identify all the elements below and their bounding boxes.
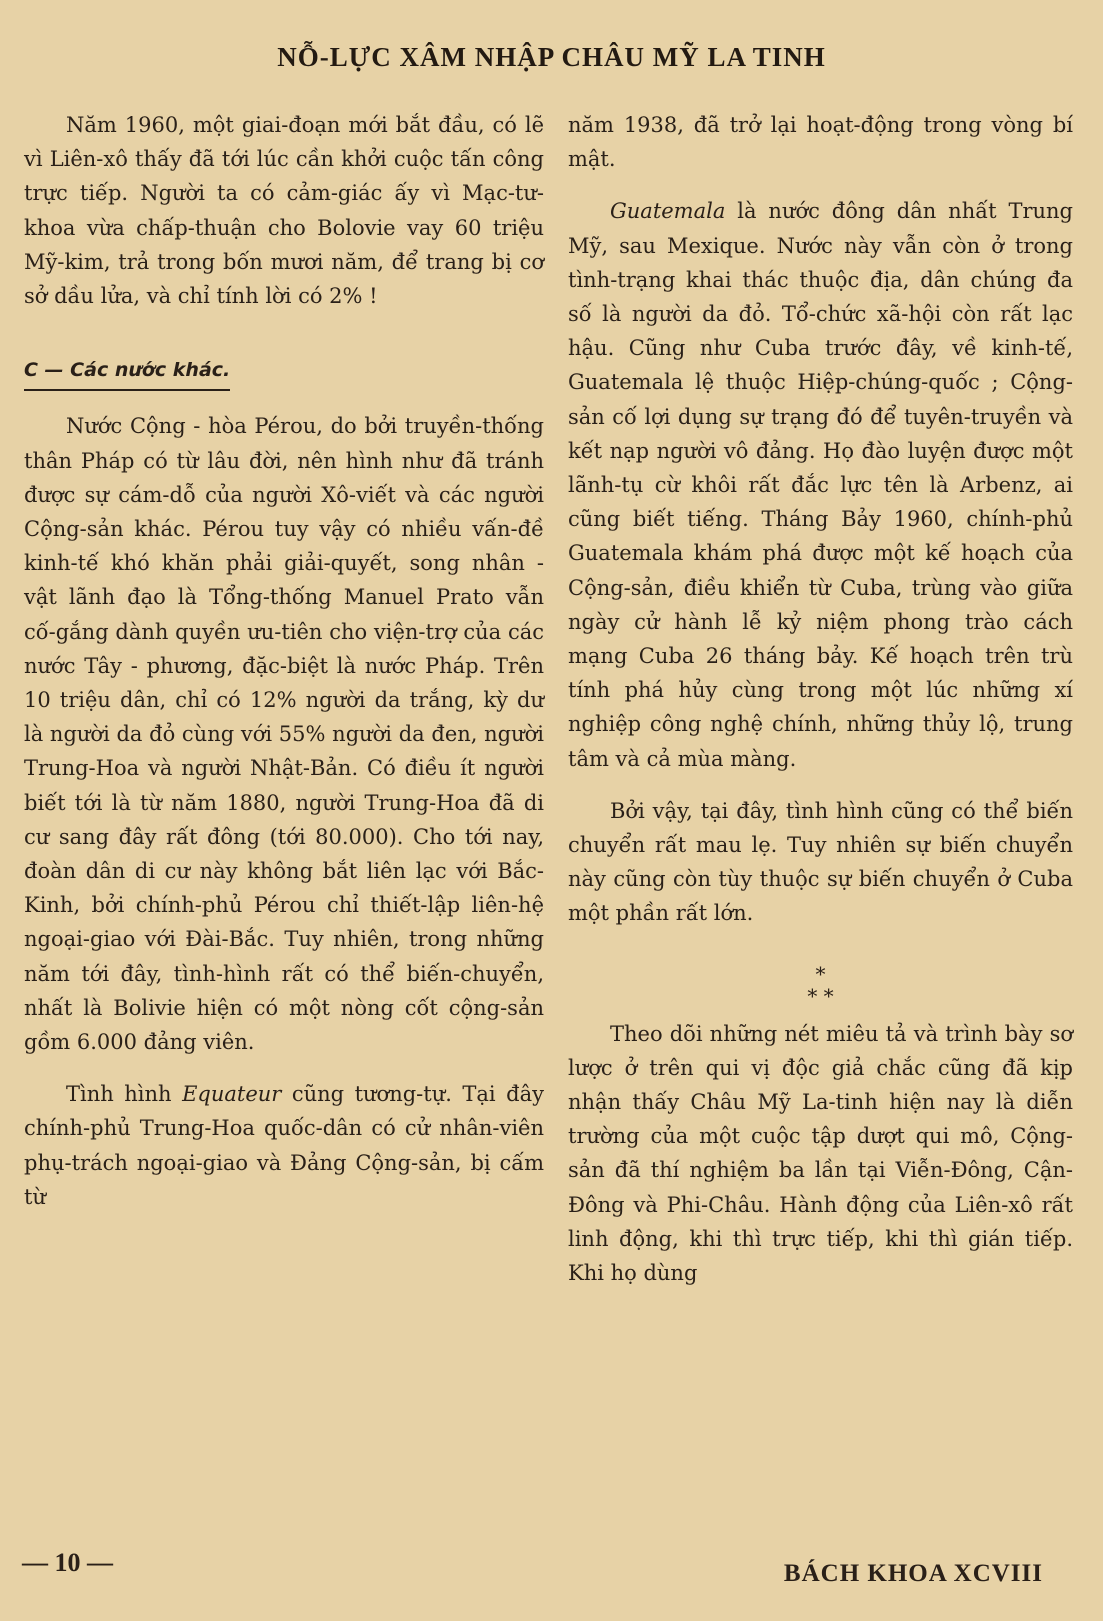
paragraph-summary: Theo dõi những nét miêu tả và trình bày sơ lược ở trên qui vị độc giả chắc cũng đã kịp nhận thấy Châu Mỹ La-tinh hiện nay là diễn trường của một cuộc tập dượt qui mô, Cộng-sản đã thí nghiệm ba lần tại Viễn-Đông, Cận-Đông và Phi-Châu. Hành động của Liên-xô rất linh động, khi thì trực tiếp, khi thì gián tiếp. Khi họ dùng [568, 1021, 1073, 1286]
publication-name: BÁCH KHOA XCVIII [783, 1560, 1043, 1587]
divider-stars-bottom: * * [807, 983, 834, 1008]
ecuador-prefix: Tình hình [66, 1082, 183, 1107]
ecuador-text: cũng tương-tự. Tại đây chính-phủ Trung-Hoa quốc-dân có cử nhân-viên phụ-trách ngoại-giao và Đảng Cộng-sản, bị cấm từ [24, 1082, 544, 1209]
page-header: NỖ-LỰC XÂM NHẬP CHÂU MỸ LA TINH [277, 42, 826, 72]
paragraph-bolivia: Năm 1960, một giai-đoạn mới bắt đầu, có lẽ vì Liên-xô thấy đã tới lúc cần khởi cuộc tấn công trực tiếp. Người ta có cảm-giác ấy vì Mạc-tư-khoa vừa chấp-thuận cho Bolovie vay 60 triệu Mỹ-kim, trả trong bốn mươi năm, để trang bị cơ sở dầu lửa, và chỉ tính lời có 2% ! [24, 113, 544, 309]
right-column [568, 108, 1073, 1308]
paragraph-guatemala [568, 194, 1073, 775]
ecuador-name: Equateur [182, 1082, 282, 1107]
paragraph-continuation: năm 1938, đã trở lại hoạt-động trong vòng bí mật. [568, 113, 1073, 172]
page-number: — 10 — [22, 1548, 113, 1577]
guatemala-name: Guatemala [610, 199, 726, 224]
paragraph-peru: Nước Cộng - hòa Pérou, do bởi truyền-thống thân Pháp có từ lâu đời, nên hình như đã tránh được sự cám-dỗ của người Xô-viết và các người Cộng-sản khác. Pérou tuy vậy có nhiều vấn-đề kinh-tế khó khăn phải giải-quyết, song nhân - vật lãnh đạo là Tổng-thống Manuel Prato vẫn cố-gắng dành quyền ưu-tiên cho viện-trợ của các nước Tây - phương, đặc-biệt là nước Pháp. Trên 10 triệu dân, chỉ có 12% người da trắng, kỳ dư là người da đỏ cùng với 55% người da đen, người Trung-Hoa và người Nhật-Bản. Có điều ít người biết tới là từ năm 1880, người Trung-Hoa đã di cư sang đây rất đông (tới 80.000). Cho tới nay, đoàn dân di cư này không bắt liên lạc với Bắc-Kinh, bởi chính-phủ Pérou chỉ thiết-lập liên-hệ ngoại-giao với Đài-Bắc. Tuy nhiên, trong những năm tới đây, tình-hình rất có thể biến-chuyển, nhất là Bolivie hiện có một nòng cốt cộng-sản gồm 6.000 đảng viên. [24, 414, 544, 1055]
section-divider [568, 963, 1073, 1007]
guatemala-text: là nước đông dân nhất Trung Mỹ, sau Mexique. Nước này vẫn còn ở trong tình-trạng khai thác thuộc địa, dân chúng đa số là người da đỏ. Tổ-chức xã-hội còn rất lạc hậu. Cũng như Cuba trước đây, về kinh-tế, Guatemala lệ thuộc Hiệp-chúng-quốc ; Cộng-sản cố lợi dụng sự trạng đó để tuyên-truyền và kết nạp người vô đảng. Họ đào luyện được một lãnh-tụ cừ khôi rất đắc lực tên là Arbenz, ai cũng biết tiếng. Tháng Bảy 1960, chính-phủ Guatemala khám phá được một kế hoạch của Cộng-sản, điều khiển từ Cuba, trùng vào giữa ngày cử hành lễ kỷ niệm phong trào cách mạng Cuba 26 tháng bảy. Kế hoạch trên trù tính phá hủy cùng trong một lúc những xí nghiệp công nghệ chính, những thủy lộ, trung tâm và cả mùa màng. [568, 199, 1073, 771]
section-heading: C — Các nước khác. [24, 353, 230, 391]
paragraph-ecuador [24, 1077, 544, 1214]
divider-star-top: * [815, 961, 826, 986]
left-column [24, 108, 544, 1232]
paragraph-conclusion-cuba: Bởi vậy, tại đây, tình hình cũng có thể biến chuyển rất mau lẹ. Tuy nhiên sự biến chuyển này cũng còn tùy thuộc sự biến chuyển ở Cuba một phần rất lớn. [568, 798, 1073, 926]
